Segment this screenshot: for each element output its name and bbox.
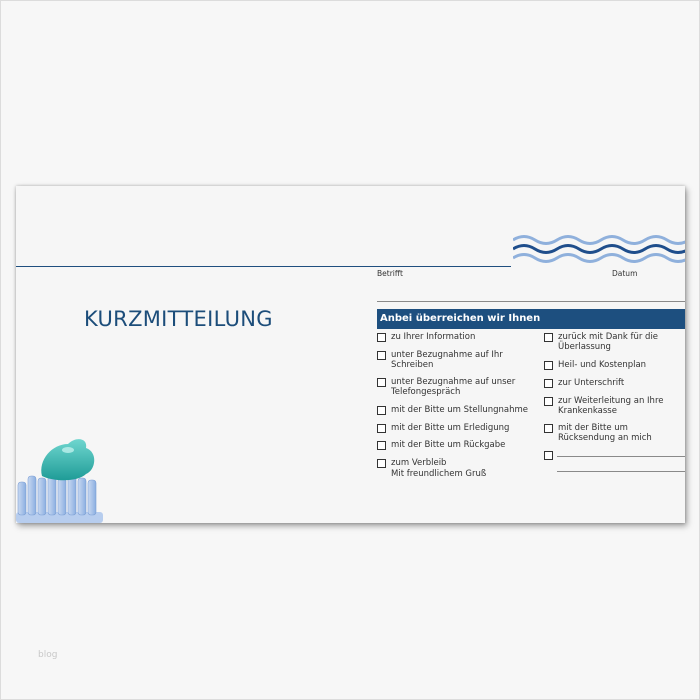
list-item[interactable] [377,458,539,468]
option-label: unter Bezugnahme auf unser Telefongespräch [391,377,516,397]
list-item-blank[interactable] [544,450,685,460]
checkbox[interactable] [544,451,553,460]
option-label: zur Weiterleitung an Ihre Krankenkasse [558,396,664,416]
option-label: Heil- und Kostenplan [558,360,647,370]
option-label: mit der Bitte um Rücksendung an mich [558,423,652,443]
option-label: mit der Bitte um Erledigung [391,423,510,433]
blank-option-line[interactable] [557,456,685,457]
list-item[interactable] [544,360,685,370]
checkbox[interactable] [544,424,553,433]
option-label: mit der Bitte um Rückgabe [391,440,506,450]
checkbox[interactable] [544,397,553,406]
checkbox[interactable] [377,351,386,360]
list-item[interactable] [377,350,539,370]
checkbox[interactable] [544,333,553,342]
checkbox[interactable] [377,459,386,468]
wave-logo-icon [513,233,685,269]
checkbox[interactable] [377,441,386,450]
memo-form [16,186,685,523]
checkbox[interactable] [377,333,386,342]
option-label: zum Verbleib [391,458,447,468]
header-rule [16,266,511,267]
checkbox[interactable] [544,361,553,370]
page-title: KURZMITTEILUNG [84,307,273,331]
checkbox[interactable] [544,379,553,388]
checkbox[interactable] [377,406,386,415]
toothbrush-icon [16,436,111,523]
checkbox[interactable] [377,424,386,433]
list-item[interactable] [377,405,539,415]
left-options [377,332,539,468]
blank-option-line-2[interactable] [557,471,685,472]
list-item[interactable] [377,440,539,450]
list-item[interactable] [544,378,685,388]
right-options [544,332,685,460]
section-header: Anbei überreichen wir Ihnen [377,309,685,329]
option-label: zur Unterschrift [558,378,625,388]
list-item[interactable] [377,423,539,433]
option-label: zurück mit Dank für die Überlassung [558,332,659,352]
list-item[interactable] [544,423,685,443]
option-label: zu Ihrer Information [391,332,476,342]
datum-label: Datum [612,269,638,278]
betrifft-line[interactable] [377,301,685,302]
option-label: mit der Bitte um Stellungnahme [391,405,529,415]
list-item[interactable] [544,396,685,416]
watermark: blog [38,650,58,660]
option-label: unter Bezugnahme auf Ihr Schreiben [391,350,503,370]
list-item[interactable] [544,332,685,352]
list-item[interactable] [377,377,539,397]
betrifft-label: Betrifft [377,269,403,278]
checkbox[interactable] [377,378,386,387]
list-item[interactable] [377,332,539,342]
greeting: Mit freundlichem Gruß [391,469,487,479]
